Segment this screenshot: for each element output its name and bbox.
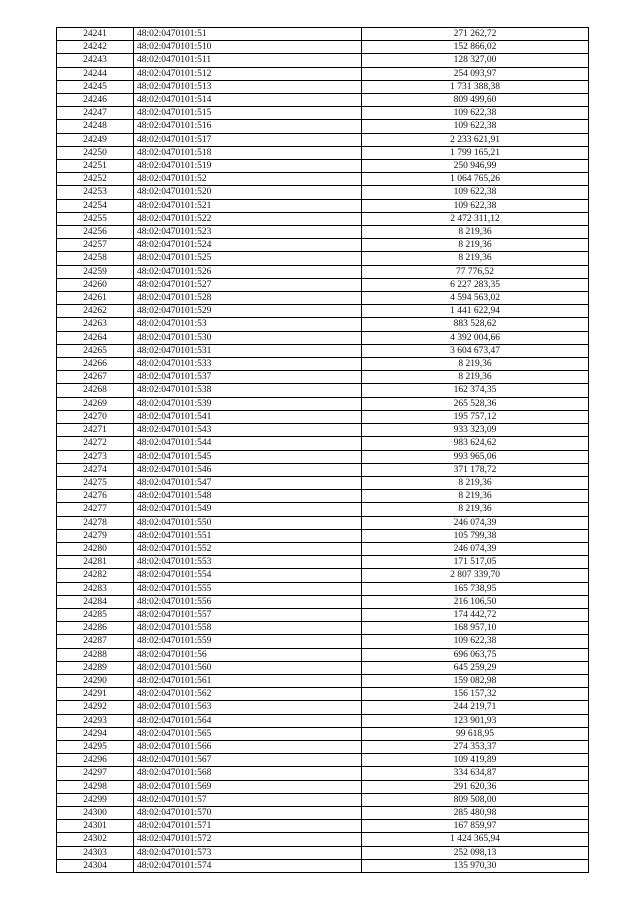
cadastral-number-cell: 48:02:0470101:551 bbox=[134, 529, 362, 542]
row-number-cell: 24278 bbox=[57, 516, 134, 529]
cadastral-number-cell: 48:02:0470101:523 bbox=[134, 226, 362, 239]
table-row bbox=[57, 674, 589, 687]
row-number-cell: 24275 bbox=[57, 476, 134, 489]
cadastral-number-cell: 48:02:0470101:561 bbox=[134, 674, 362, 687]
cadastral-value-cell: 244 219,71 bbox=[362, 701, 589, 714]
cadastral-value-cell: 6 227 283,35 bbox=[362, 278, 589, 291]
cadastral-value-cell: 109 622,38 bbox=[362, 635, 589, 648]
table-row bbox=[57, 622, 589, 635]
cadastral-value-cell: 2 472 311,12 bbox=[362, 212, 589, 225]
cadastral-number-cell: 48:02:0470101:541 bbox=[134, 410, 362, 423]
row-number-cell: 24300 bbox=[57, 806, 134, 819]
cadastral-number-cell: 48:02:0470101:564 bbox=[134, 714, 362, 727]
table-row bbox=[57, 635, 589, 648]
row-number-cell: 24266 bbox=[57, 358, 134, 371]
cadastral-value-cell: 174 442,72 bbox=[362, 608, 589, 621]
cadastral-value-cell: 8 219,36 bbox=[362, 371, 589, 384]
row-number-cell: 24258 bbox=[57, 252, 134, 265]
cadastral-number-cell: 48:02:0470101:553 bbox=[134, 556, 362, 569]
table-row bbox=[57, 212, 589, 225]
cadastral-number-cell: 48:02:0470101:556 bbox=[134, 595, 362, 608]
table-row bbox=[57, 28, 589, 41]
cadastral-value-cell: 371 178,72 bbox=[362, 463, 589, 476]
table-row bbox=[57, 490, 589, 503]
table-row bbox=[57, 767, 589, 780]
row-number-cell: 24296 bbox=[57, 754, 134, 767]
table-row bbox=[57, 252, 589, 265]
table-row bbox=[57, 80, 589, 93]
table-row bbox=[57, 793, 589, 806]
row-number-cell: 24241 bbox=[57, 28, 134, 41]
cadastral-number-cell: 48:02:0470101:547 bbox=[134, 476, 362, 489]
cadastral-value-cell: 246 074,39 bbox=[362, 516, 589, 529]
cadastral-number-cell: 48:02:0470101:533 bbox=[134, 358, 362, 371]
cadastral-value-cell: 246 074,39 bbox=[362, 542, 589, 555]
table-row bbox=[57, 516, 589, 529]
cadastral-value-cell: 645 259,29 bbox=[362, 661, 589, 674]
row-number-cell: 24298 bbox=[57, 780, 134, 793]
cadastral-number-cell: 48:02:0470101:560 bbox=[134, 661, 362, 674]
cadastral-number-cell: 48:02:0470101:558 bbox=[134, 622, 362, 635]
table-row bbox=[57, 463, 589, 476]
table-row bbox=[57, 120, 589, 133]
cadastral-value-cell: 696 063,75 bbox=[362, 648, 589, 661]
cadastral-number-cell: 48:02:0470101:522 bbox=[134, 212, 362, 225]
cadastral-value-cell: 4 392 004,66 bbox=[362, 331, 589, 344]
cadastral-value-cell: 8 219,36 bbox=[362, 503, 589, 516]
cadastral-number-cell: 48:02:0470101:514 bbox=[134, 94, 362, 107]
cadastral-number-cell: 48:02:0470101:527 bbox=[134, 278, 362, 291]
cadastral-value-cell: 128 327,00 bbox=[362, 54, 589, 67]
cadastral-number-cell: 48:02:0470101:570 bbox=[134, 806, 362, 819]
cadastral-value-cell: 156 157,32 bbox=[362, 688, 589, 701]
cadastral-number-cell: 48:02:0470101:524 bbox=[134, 239, 362, 252]
cadastral-value-cell: 3 604 673,47 bbox=[362, 344, 589, 357]
cadastral-number-cell: 48:02:0470101:566 bbox=[134, 740, 362, 753]
cadastral-value-cell: 8 219,36 bbox=[362, 476, 589, 489]
cadastral-value-cell: 933 323,09 bbox=[362, 424, 589, 437]
cadastral-number-cell: 48:02:0470101:559 bbox=[134, 635, 362, 648]
row-number-cell: 24271 bbox=[57, 424, 134, 437]
cadastral-value-cell: 1 424 365,94 bbox=[362, 833, 589, 846]
cadastral-value-cell: 1 799 165,21 bbox=[362, 146, 589, 159]
table-body bbox=[57, 28, 589, 873]
table-row bbox=[57, 199, 589, 212]
cadastral-value-cell: 8 219,36 bbox=[362, 252, 589, 265]
table-row bbox=[57, 54, 589, 67]
cadastral-number-cell: 48:02:0470101:546 bbox=[134, 463, 362, 476]
cadastral-value-cell: 271 262,72 bbox=[362, 28, 589, 41]
cadastral-number-cell: 48:02:0470101:52 bbox=[134, 173, 362, 186]
table-row bbox=[57, 278, 589, 291]
row-number-cell: 24248 bbox=[57, 120, 134, 133]
cadastral-value-cell: 216 106,50 bbox=[362, 595, 589, 608]
table-row bbox=[57, 146, 589, 159]
row-number-cell: 24273 bbox=[57, 450, 134, 463]
cadastral-number-cell: 48:02:0470101:517 bbox=[134, 133, 362, 146]
row-number-cell: 24284 bbox=[57, 595, 134, 608]
table-row bbox=[57, 397, 589, 410]
cadastral-number-cell: 48:02:0470101:552 bbox=[134, 542, 362, 555]
row-number-cell: 24267 bbox=[57, 371, 134, 384]
table-row bbox=[57, 688, 589, 701]
row-number-cell: 24272 bbox=[57, 437, 134, 450]
cadastral-value-cell: 109 419,89 bbox=[362, 754, 589, 767]
table-row bbox=[57, 595, 589, 608]
cadastral-number-cell: 48:02:0470101:530 bbox=[134, 331, 362, 344]
table-row bbox=[57, 846, 589, 859]
table-row bbox=[57, 41, 589, 54]
cadastral-number-cell: 48:02:0470101:544 bbox=[134, 437, 362, 450]
row-number-cell: 24253 bbox=[57, 186, 134, 199]
table-row bbox=[57, 424, 589, 437]
row-number-cell: 24265 bbox=[57, 344, 134, 357]
table-row bbox=[57, 371, 589, 384]
table-row bbox=[57, 226, 589, 239]
cadastral-number-cell: 48:02:0470101:538 bbox=[134, 384, 362, 397]
cadastral-number-cell: 48:02:0470101:525 bbox=[134, 252, 362, 265]
cadastral-value-cell: 162 374,35 bbox=[362, 384, 589, 397]
row-number-cell: 24280 bbox=[57, 542, 134, 555]
table-row bbox=[57, 529, 589, 542]
table-row bbox=[57, 820, 589, 833]
row-number-cell: 24288 bbox=[57, 648, 134, 661]
cadastral-value-cell: 77 776,52 bbox=[362, 265, 589, 278]
cadastral-number-cell: 48:02:0470101:512 bbox=[134, 67, 362, 80]
table-row bbox=[57, 344, 589, 357]
cadastral-number-cell: 48:02:0470101:528 bbox=[134, 292, 362, 305]
table-row bbox=[57, 67, 589, 80]
row-number-cell: 24294 bbox=[57, 727, 134, 740]
table-row bbox=[57, 437, 589, 450]
table-row bbox=[57, 94, 589, 107]
row-number-cell: 24259 bbox=[57, 265, 134, 278]
cadastral-number-cell: 48:02:0470101:550 bbox=[134, 516, 362, 529]
row-number-cell: 24285 bbox=[57, 608, 134, 621]
cadastral-number-cell: 48:02:0470101:574 bbox=[134, 859, 362, 872]
cadastral-number-cell: 48:02:0470101:518 bbox=[134, 146, 362, 159]
row-number-cell: 24277 bbox=[57, 503, 134, 516]
table-row bbox=[57, 556, 589, 569]
cadastral-number-cell: 48:02:0470101:515 bbox=[134, 107, 362, 120]
cadastral-value-cell: 2 807 339,70 bbox=[362, 569, 589, 582]
table-row bbox=[57, 331, 589, 344]
cadastral-value-cell: 105 799,38 bbox=[362, 529, 589, 542]
cadastral-number-cell: 48:02:0470101:53 bbox=[134, 318, 362, 331]
table-row bbox=[57, 714, 589, 727]
row-number-cell: 24256 bbox=[57, 226, 134, 239]
table-row bbox=[57, 186, 589, 199]
cadastral-value-cell: 274 353,37 bbox=[362, 740, 589, 753]
cadastral-value-table bbox=[56, 27, 589, 873]
table-row bbox=[57, 806, 589, 819]
row-number-cell: 24281 bbox=[57, 556, 134, 569]
cadastral-number-cell: 48:02:0470101:554 bbox=[134, 569, 362, 582]
row-number-cell: 24274 bbox=[57, 463, 134, 476]
cadastral-number-cell: 48:02:0470101:563 bbox=[134, 701, 362, 714]
row-number-cell: 24251 bbox=[57, 160, 134, 173]
cadastral-number-cell: 48:02:0470101:573 bbox=[134, 846, 362, 859]
cadastral-value-cell: 983 624,62 bbox=[362, 437, 589, 450]
row-number-cell: 24250 bbox=[57, 146, 134, 159]
cadastral-number-cell: 48:02:0470101:549 bbox=[134, 503, 362, 516]
table-row bbox=[57, 305, 589, 318]
table-row bbox=[57, 859, 589, 872]
cadastral-value-cell: 109 622,38 bbox=[362, 186, 589, 199]
table-row bbox=[57, 410, 589, 423]
cadastral-number-cell: 48:02:0470101:545 bbox=[134, 450, 362, 463]
row-number-cell: 24264 bbox=[57, 331, 134, 344]
cadastral-value-cell: 159 082,98 bbox=[362, 674, 589, 687]
row-number-cell: 24304 bbox=[57, 859, 134, 872]
cadastral-value-cell: 809 508,00 bbox=[362, 793, 589, 806]
row-number-cell: 24269 bbox=[57, 397, 134, 410]
table-row bbox=[57, 239, 589, 252]
row-number-cell: 24279 bbox=[57, 529, 134, 542]
row-number-cell: 24282 bbox=[57, 569, 134, 582]
cadastral-value-cell: 809 499,60 bbox=[362, 94, 589, 107]
cadastral-value-cell: 152 866,02 bbox=[362, 41, 589, 54]
cadastral-number-cell: 48:02:0470101:519 bbox=[134, 160, 362, 173]
cadastral-number-cell: 48:02:0470101:57 bbox=[134, 793, 362, 806]
cadastral-value-cell: 1 064 765,26 bbox=[362, 173, 589, 186]
table-row bbox=[57, 160, 589, 173]
row-number-cell: 24295 bbox=[57, 740, 134, 753]
table-row bbox=[57, 582, 589, 595]
cadastral-value-cell: 109 622,38 bbox=[362, 107, 589, 120]
row-number-cell: 24260 bbox=[57, 278, 134, 291]
row-number-cell: 24276 bbox=[57, 490, 134, 503]
row-number-cell: 24242 bbox=[57, 41, 134, 54]
cadastral-value-cell: 285 480,98 bbox=[362, 806, 589, 819]
cadastral-number-cell: 48:02:0470101:557 bbox=[134, 608, 362, 621]
cadastral-value-cell: 250 946,99 bbox=[362, 160, 589, 173]
row-number-cell: 24255 bbox=[57, 212, 134, 225]
row-number-cell: 24243 bbox=[57, 54, 134, 67]
cadastral-value-cell: 171 517,05 bbox=[362, 556, 589, 569]
row-number-cell: 24254 bbox=[57, 199, 134, 212]
cadastral-value-cell: 254 093,97 bbox=[362, 67, 589, 80]
cadastral-value-cell: 2 233 621,91 bbox=[362, 133, 589, 146]
row-number-cell: 24290 bbox=[57, 674, 134, 687]
cadastral-value-cell: 165 738,95 bbox=[362, 582, 589, 595]
cadastral-number-cell: 48:02:0470101:51 bbox=[134, 28, 362, 41]
row-number-cell: 24246 bbox=[57, 94, 134, 107]
row-number-cell: 24287 bbox=[57, 635, 134, 648]
cadastral-value-cell: 993 965,06 bbox=[362, 450, 589, 463]
row-number-cell: 24297 bbox=[57, 767, 134, 780]
cadastral-number-cell: 48:02:0470101:568 bbox=[134, 767, 362, 780]
row-number-cell: 24299 bbox=[57, 793, 134, 806]
table-row bbox=[57, 292, 589, 305]
cadastral-number-cell: 48:02:0470101:513 bbox=[134, 80, 362, 93]
table-row bbox=[57, 265, 589, 278]
table-row bbox=[57, 503, 589, 516]
cadastral-number-cell: 48:02:0470101:531 bbox=[134, 344, 362, 357]
row-number-cell: 24302 bbox=[57, 833, 134, 846]
cadastral-number-cell: 48:02:0470101:548 bbox=[134, 490, 362, 503]
cadastral-value-cell: 334 634,87 bbox=[362, 767, 589, 780]
cadastral-number-cell: 48:02:0470101:529 bbox=[134, 305, 362, 318]
row-number-cell: 24293 bbox=[57, 714, 134, 727]
cadastral-value-cell: 8 219,36 bbox=[362, 490, 589, 503]
table-row bbox=[57, 661, 589, 674]
table-row bbox=[57, 133, 589, 146]
table-row bbox=[57, 780, 589, 793]
cadastral-value-cell: 8 219,36 bbox=[362, 226, 589, 239]
row-number-cell: 24286 bbox=[57, 622, 134, 635]
cadastral-value-cell: 195 757,12 bbox=[362, 410, 589, 423]
table-row bbox=[57, 542, 589, 555]
cadastral-number-cell: 48:02:0470101:537 bbox=[134, 371, 362, 384]
cadastral-number-cell: 48:02:0470101:567 bbox=[134, 754, 362, 767]
row-number-cell: 24291 bbox=[57, 688, 134, 701]
row-number-cell: 24262 bbox=[57, 305, 134, 318]
table-row bbox=[57, 727, 589, 740]
table-row bbox=[57, 173, 589, 186]
table-row bbox=[57, 384, 589, 397]
cadastral-value-cell: 1 441 622,94 bbox=[362, 305, 589, 318]
cadastral-number-cell: 48:02:0470101:511 bbox=[134, 54, 362, 67]
cadastral-value-cell: 123 901,93 bbox=[362, 714, 589, 727]
cadastral-value-cell: 168 957,10 bbox=[362, 622, 589, 635]
cadastral-number-cell: 48:02:0470101:521 bbox=[134, 199, 362, 212]
row-number-cell: 24263 bbox=[57, 318, 134, 331]
cadastral-value-cell: 4 594 563,02 bbox=[362, 292, 589, 305]
cadastral-number-cell: 48:02:0470101:526 bbox=[134, 265, 362, 278]
cadastral-number-cell: 48:02:0470101:572 bbox=[134, 833, 362, 846]
cadastral-number-cell: 48:02:0470101:520 bbox=[134, 186, 362, 199]
cadastral-value-cell: 252 098,13 bbox=[362, 846, 589, 859]
row-number-cell: 24270 bbox=[57, 410, 134, 423]
table-row bbox=[57, 754, 589, 767]
cadastral-number-cell: 48:02:0470101:543 bbox=[134, 424, 362, 437]
cadastral-value-cell: 8 219,36 bbox=[362, 239, 589, 252]
cadastral-value-cell: 167 859,97 bbox=[362, 820, 589, 833]
cadastral-value-cell: 883 528,62 bbox=[362, 318, 589, 331]
row-number-cell: 24245 bbox=[57, 80, 134, 93]
cadastral-value-cell: 135 970,30 bbox=[362, 859, 589, 872]
table-row bbox=[57, 608, 589, 621]
cadastral-value-cell: 99 618,95 bbox=[362, 727, 589, 740]
table-row bbox=[57, 358, 589, 371]
cadastral-number-cell: 48:02:0470101:571 bbox=[134, 820, 362, 833]
cadastral-number-cell: 48:02:0470101:562 bbox=[134, 688, 362, 701]
row-number-cell: 24257 bbox=[57, 239, 134, 252]
row-number-cell: 24301 bbox=[57, 820, 134, 833]
cadastral-number-cell: 48:02:0470101:56 bbox=[134, 648, 362, 661]
cadastral-value-cell: 109 622,38 bbox=[362, 120, 589, 133]
row-number-cell: 24261 bbox=[57, 292, 134, 305]
table-row bbox=[57, 648, 589, 661]
table-row bbox=[57, 569, 589, 582]
cadastral-number-cell: 48:02:0470101:516 bbox=[134, 120, 362, 133]
row-number-cell: 24283 bbox=[57, 582, 134, 595]
cadastral-number-cell: 48:02:0470101:510 bbox=[134, 41, 362, 54]
table-row bbox=[57, 318, 589, 331]
row-number-cell: 24249 bbox=[57, 133, 134, 146]
row-number-cell: 24244 bbox=[57, 67, 134, 80]
row-number-cell: 24292 bbox=[57, 701, 134, 714]
row-number-cell: 24303 bbox=[57, 846, 134, 859]
cadastral-number-cell: 48:02:0470101:539 bbox=[134, 397, 362, 410]
row-number-cell: 24247 bbox=[57, 107, 134, 120]
table-row bbox=[57, 701, 589, 714]
row-number-cell: 24252 bbox=[57, 173, 134, 186]
table-row bbox=[57, 740, 589, 753]
cadastral-value-cell: 291 620,36 bbox=[362, 780, 589, 793]
row-number-cell: 24268 bbox=[57, 384, 134, 397]
cadastral-value-cell: 265 528,36 bbox=[362, 397, 589, 410]
cadastral-value-cell: 109 622,38 bbox=[362, 199, 589, 212]
cadastral-number-cell: 48:02:0470101:555 bbox=[134, 582, 362, 595]
cadastral-number-cell: 48:02:0470101:569 bbox=[134, 780, 362, 793]
table-row bbox=[57, 107, 589, 120]
table-row bbox=[57, 476, 589, 489]
row-number-cell: 24289 bbox=[57, 661, 134, 674]
table-row bbox=[57, 450, 589, 463]
cadastral-value-cell: 1 731 388,38 bbox=[362, 80, 589, 93]
table-row bbox=[57, 833, 589, 846]
cadastral-value-cell: 8 219,36 bbox=[362, 358, 589, 371]
cadastral-number-cell: 48:02:0470101:565 bbox=[134, 727, 362, 740]
